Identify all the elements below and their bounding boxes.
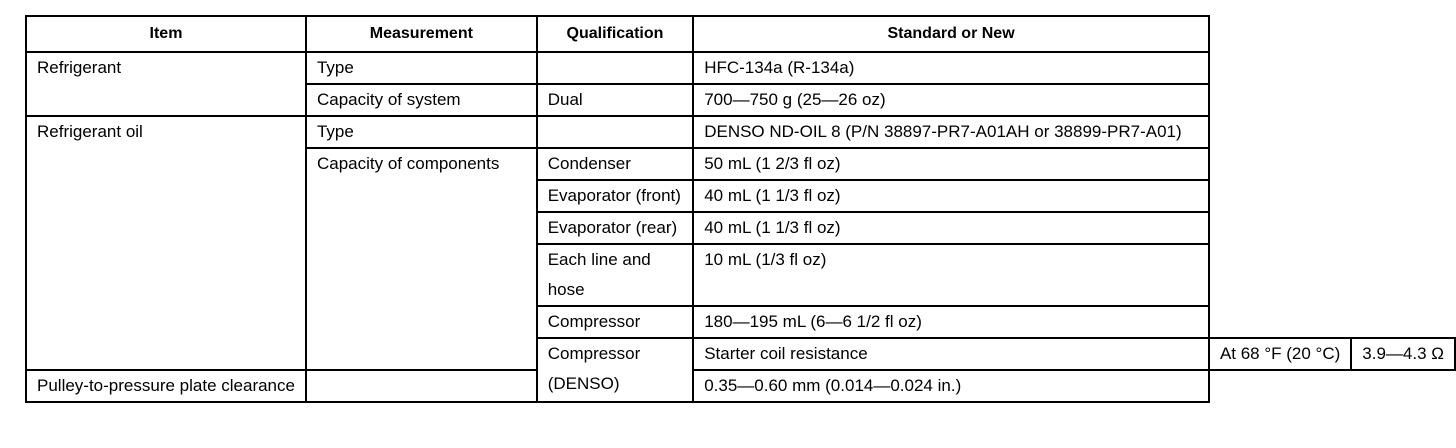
measurement-cell: Pulley-to-pressure plate clearance xyxy=(26,370,306,402)
qualification-cell: Compressor xyxy=(537,306,693,338)
measurement-cell: Type xyxy=(306,52,537,84)
item-cell-refrigerant: Refrigerant xyxy=(26,52,306,116)
qualification-cell: Each line and hose xyxy=(537,244,693,306)
qualification-cell xyxy=(537,52,693,84)
measurement-cell: Type xyxy=(306,116,537,148)
value-cell: HFC-134a (R-134a) xyxy=(693,52,1209,84)
value-cell: 180—195 mL (6—6 1/2 fl oz) xyxy=(693,306,1209,338)
header-row xyxy=(26,16,1455,52)
value-cell: 0.35—0.60 mm (0.014—0.024 in.) xyxy=(693,370,1209,402)
value-cell: 40 mL (1 1/3 fl oz) xyxy=(693,212,1209,244)
item-cell-refrigerant-oil: Refrigerant oil xyxy=(26,116,306,370)
table-row xyxy=(26,52,1455,84)
measurement-cell: Starter coil resistance xyxy=(693,338,1209,370)
value-cell: 700—750 g (25—26 oz) xyxy=(693,84,1209,116)
value-cell: DENSO ND-OIL 8 (P/N 38897-PR7-A01AH or 38899-PR7-A01) xyxy=(693,116,1209,148)
qualification-cell: Dual xyxy=(537,84,693,116)
qualification-cell: Evaporator (rear) xyxy=(537,212,693,244)
qualification-cell: Condenser xyxy=(537,148,693,180)
measurement-cell: Capacity of system xyxy=(306,84,537,116)
header-qualification: Qualification xyxy=(537,16,693,52)
table-row xyxy=(26,116,1455,148)
value-cell: 50 mL (1 2/3 fl oz) xyxy=(693,148,1209,180)
qualification-cell: Evaporator (front) xyxy=(537,180,693,212)
header-item: Item xyxy=(26,16,306,52)
measurement-cell: Capacity of components xyxy=(306,148,537,370)
specifications-table xyxy=(25,15,1456,403)
value-cell: 40 mL (1 1/3 fl oz) xyxy=(693,180,1209,212)
value-cell: 10 mL (1/3 fl oz) xyxy=(693,244,1209,306)
item-cell-compressor: Compressor (DENSO) xyxy=(537,338,693,402)
table-row xyxy=(26,370,1455,402)
value-cell: 3.9—4.3 Ω xyxy=(1351,338,1455,370)
qualification-cell xyxy=(537,116,693,148)
header-standard: Standard or New xyxy=(693,16,1209,52)
qualification-cell: At 68 °F (20 °C) xyxy=(1209,338,1351,370)
qualification-cell xyxy=(306,370,537,402)
header-measurement: Measurement xyxy=(306,16,537,52)
